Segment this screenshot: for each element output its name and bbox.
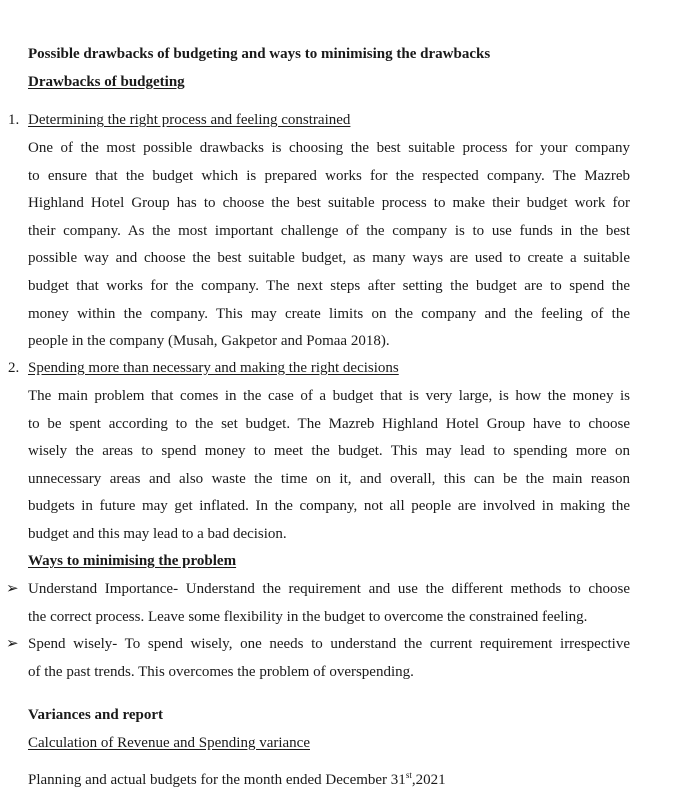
variances-heading: Variances and report <box>28 707 163 723</box>
item-heading: Spending more than necessary and making the right decisions <box>28 360 399 376</box>
paragraph-line: unnecessary areas and also waste the time on it, and overall, this can be the main reason <box>28 470 630 487</box>
paragraph-line: possible way and choose the best suitable budget, as many ways are used to create a suitable <box>28 250 630 267</box>
paragraph-line: their company. As the most important challenge of the company is to use funds in the best <box>28 222 630 239</box>
item-number: 2. <box>8 360 20 376</box>
planning-superscript: st <box>405 770 412 780</box>
paragraph-line: people in the company (Musah, Gakpetor and Pomaa 2018). <box>28 333 390 350</box>
item-heading: Determining the right process and feeling constrained <box>28 112 351 128</box>
paragraph-line: money within the company. This may create limits on the company and the feeling of the <box>28 305 630 322</box>
item-number: 1. <box>8 112 20 128</box>
arrow-bullet-icon: ➢ <box>6 636 19 652</box>
ways-heading: Ways to minimising the problem <box>28 553 237 569</box>
planning-caption <box>28 770 446 790</box>
drawbacks-heading: Drawbacks of budgeting <box>28 74 185 90</box>
paragraph-line: budget and this may lead to a bad decision. <box>28 525 287 542</box>
bullet-item <box>28 579 630 634</box>
bullet-line: Spend wisely- To spend wisely, one needs to understand the current requirement irrespective <box>28 636 630 652</box>
paragraph <box>28 138 630 359</box>
bullet-line: Understand Importance- Understand the requirement and use the different methods to choose <box>28 581 630 597</box>
planning-text: Planning and actual budgets for the month ended December 31 <box>28 772 406 788</box>
bullet-line: of the past trends. This overcomes the problem of overspending. <box>28 663 414 680</box>
document-title: Possible drawbacks of budgeting and ways to minimising the drawbacks <box>28 46 491 62</box>
paragraph-line: to be spent according to the set budget. The Mazreb Highland Hotel Group have to choose <box>28 415 630 432</box>
paragraph-line: The main problem that comes in the case of a budget that is very large, is how the money is <box>28 388 630 404</box>
arrow-bullet-icon: ➢ <box>6 581 19 597</box>
paragraph-line: to ensure that the budget which is prepared works for the respected company. The Mazreb <box>28 167 630 184</box>
paragraph-line: Highland Hotel Group has to choose the best suitable process to make their budget work for <box>28 195 630 212</box>
paragraph-line: wisely the areas to spend money to meet the budget. This may lead to spending more on <box>28 443 630 460</box>
paragraph-line: budget that works for the company. The next steps after setting the budget are to spend the <box>28 277 630 294</box>
bullet-line: the correct process. Leave some flexibility in the budget to overcome the constrained feeling. <box>28 608 588 625</box>
calculation-heading: Calculation of Revenue and Spending variance <box>28 735 310 751</box>
bullet-item <box>28 634 630 689</box>
paragraph-line: budgets in future may get inflated. In the company, not all people are involved in making the <box>28 498 630 515</box>
paragraph-line: One of the most possible drawbacks is choosing the best suitable process for your company <box>28 140 630 156</box>
planning-year: ,2021 <box>411 772 446 788</box>
paragraph <box>28 386 630 552</box>
